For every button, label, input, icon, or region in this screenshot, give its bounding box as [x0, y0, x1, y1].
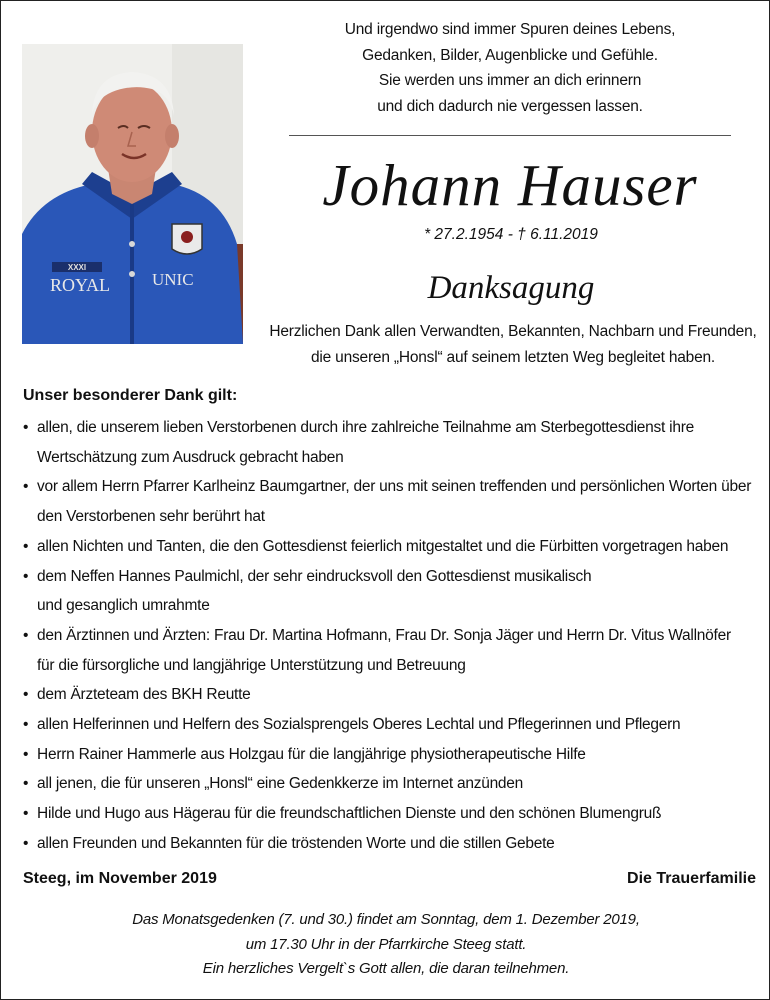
family-signature: Die Trauerfamilie [627, 870, 756, 887]
list-item-line: und gesanglich umrahmte [37, 597, 210, 615]
list-item-line: • den Ärztinnen und Ärzten: Frau Dr. Martina Hofmann, Frau Dr. Sonja Jäger und Herrn Dr. Vitus Wallnöfer [37, 626, 731, 644]
footer-line: Das Monatsgedenken (7. und 30.) findet am Sonntag, dem 1. Dezember 2019, [132, 911, 640, 928]
list-item [23, 740, 758, 770]
place-date: Steeg, im November 2019 [23, 870, 217, 887]
heading: Danksagung [427, 270, 595, 306]
list-item-line: Wertschätzung zum Ausdruck gebracht haben [37, 448, 344, 466]
list-item-line: • Hilde und Hugo aus Hägerau für die freundschaftlichen Dienste und den schönen Blumengruß [37, 805, 662, 823]
list-item-line: den Verstorbenen sehr berührt hat [37, 508, 265, 526]
list-item-line: für die fürsorgliche und langjährige Unterstützung und Betreuung [37, 656, 466, 674]
list-item [23, 799, 758, 829]
list-item-line: • allen Nichten und Tanten, die den Gottesdienst feierlich mitgestaltet und die Fürbitten vorgetragen haben [37, 537, 729, 555]
poem [289, 17, 731, 119]
footer-line: um 17.30 Uhr in der Pfarrkirche Steeg statt. [245, 935, 527, 953]
shirt-text-left: ROYAL [50, 275, 111, 295]
deceased-name: Johann Hauser [322, 152, 698, 218]
list-item [23, 532, 758, 562]
poem-line: Und irgendwo sind immer Spuren deines Lebens, [344, 21, 676, 38]
poem-line: Gedanken, Bilder, Augenblicke und Gefühle. [362, 46, 658, 64]
list-item [23, 680, 758, 710]
shirt-text-right: UNIC [152, 270, 194, 289]
list-item-line: • dem Neffen Hannes Paulmichl, der sehr eindrucksvoll den Gottesdienst musikalisch [37, 567, 592, 585]
list-item-line: • dem Ärzteteam des BKH Reutte [37, 686, 251, 704]
portrait-illustration [22, 44, 243, 344]
footer-note [101, 908, 671, 982]
list-item-line: • vor allem Herrn Pfarrer Karlheinz Baumgartner, der uns mit seinen treffenden und persönlichen Worten über [37, 478, 752, 496]
intro-text [263, 319, 763, 371]
list-item-line: • allen, die unserem lieben Verstorbenen durch ihre zahlreiche Teilnahme am Sterbegottesdienst ihre [37, 419, 695, 436]
poem-line: und dich dadurch nie vergessen lassen. [377, 97, 643, 115]
thanks-list [23, 413, 758, 859]
poem-line: Sie werden uns immer an dich erinnern [378, 72, 642, 89]
list-item [23, 829, 758, 859]
list-item [23, 710, 758, 740]
list-item-line: • allen Freunden und Bekannten für die tröstenden Worte und die stillen Gebete [37, 834, 555, 852]
portrait-photo [22, 44, 243, 344]
list-item [23, 472, 758, 531]
divider [289, 135, 731, 136]
life-dates: * 27.2.1954 - † 6.11.2019 [424, 226, 598, 243]
intro-line: Herzlichen Dank allen Verwandten, Bekannten, Nachbarn und Freunden, [269, 323, 757, 340]
intro-line: die unseren „Honsl“ auf seinem letzten Weg begleitet haben. [310, 349, 716, 366]
list-item-line: • allen Helferinnen und Helfern des Sozialsprengels Oberes Lechtal und Pflegerinnen und Pflegern [37, 716, 681, 734]
list-item [23, 621, 758, 680]
list-item-line: • all jenen, die für unseren „Honsl“ eine Gedenkkerze im Internet anzünden [37, 775, 524, 793]
list-item [23, 769, 758, 799]
list-item-line: • Herrn Rainer Hammerle aus Holzgau für die langjährige physiotherapeutische Hilfe [37, 745, 586, 763]
list-item [23, 413, 758, 472]
list-item [23, 562, 758, 621]
shirt-badge-text: XXXI [67, 263, 87, 272]
special-thanks-label: Unser besonderer Dank gilt: [23, 387, 238, 404]
footer-line: Ein herzliches Vergelt`s Gott allen, die daran teilnehmen. [202, 960, 570, 977]
